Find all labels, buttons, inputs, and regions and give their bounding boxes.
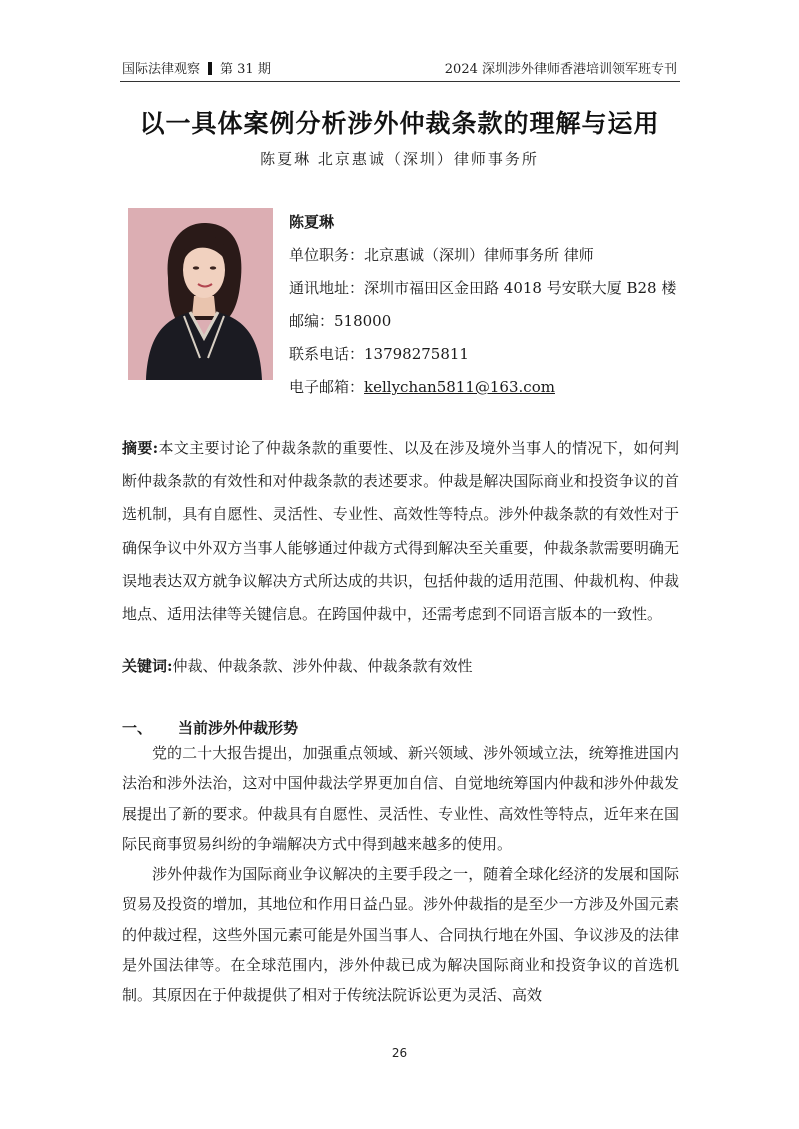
section-title: 当前涉外仲裁形势 (178, 719, 299, 737)
article-byline: 陈夏琳 北京惠诚（深圳）律师事务所 (260, 150, 539, 168)
section-number: 一、 (122, 719, 153, 737)
journal-name: 国际法律观察 (122, 62, 201, 77)
body-text (122, 738, 679, 1011)
paragraph: 涉外仲裁作为国际商业争议解决的主要手段之一，随着全球化经济的发展和国际贸易及投资的增加，其地位和作用日益凸显。涉外仲裁指的是至少一方涉及外国元素的仲裁过程，这些外国元素可能是外国当事人、合同执行地在外国、争议涉及的法律是外国法律等。在全球范围内，涉外仲裁已成为解决国际商业和投资争议的首选机制。其原因在于仲裁提供了相对于传统法院诉讼更为灵活、高效 (122, 865, 679, 1005)
abstract (122, 432, 679, 631)
header-separator-bar (208, 62, 212, 75)
header-divider (120, 81, 680, 82)
page-number: 26 (391, 1046, 408, 1060)
author-photo (128, 208, 273, 380)
author-email-line (289, 371, 676, 404)
email-label: 电子邮箱： (289, 378, 365, 396)
issue-number: 第 31 期 (220, 62, 271, 77)
author-name: 陈夏琳 (289, 213, 335, 231)
special-issue-title: 2024 深圳涉外律师香港培训领军班专刊 (444, 62, 677, 77)
abstract-label: 摘要: (122, 439, 159, 457)
author-phone: 联系电话：13798275811 (289, 345, 469, 363)
author-info (289, 206, 676, 404)
keywords-label: 关键词: (122, 657, 173, 675)
email-link[interactable]: kellychan5811@163.com (364, 378, 555, 396)
keywords (122, 655, 473, 677)
paragraph: 党的二十大报告提出，加强重点领域、新兴领域、涉外领域立法，统筹推进国内法治和涉外法治，这对中国仲裁法学界更加自信、自觉地统筹国内仲裁和涉外仲裁发展提出了新的要求。仲裁具有自愿性、灵活性、专业性、高效性等特点，近年来在国际民商事贸易纠纷的争端解决方式中得到越来越多的使用。 (122, 744, 679, 853)
abstract-text: 本文主要讨论了仲裁条款的重要性、以及在涉及境外当事人的情况下，如何判断仲裁条款的有效性和对仲裁条款的表述要求。仲裁是解决国际商业和投资争议的首选机制，具有自愿性、灵活性、专业性、高效性等特点。涉外仲裁条款的有效性对于确保争议中外双方当事人能够通过仲裁方式得到解决至关重要，仲裁条款需要明确无误地表达双方就争议解决方式所达成的共识，包括仲裁的适用范围、仲裁机构、仲裁地点、适用法律等关键信息。在跨国仲裁中，还需考虑到不同语言版本的一致性。 (122, 439, 679, 624)
author-postcode: 邮编：518000 (289, 312, 392, 330)
author-position: 单位职务：北京惠诚（深圳）律师事务所 律师 (289, 246, 594, 264)
author-address: 通讯地址：深圳市福田区金田路 4018 号安联大厦 B28 楼 (289, 279, 677, 297)
keywords-text: 仲裁、仲裁条款、涉外仲裁、仲裁条款有效性 (172, 657, 473, 675)
header-journal-info (122, 58, 271, 77)
section-heading (122, 717, 298, 738)
article-title: 以一具体案例分析涉外仲裁条款的理解与运用 (139, 109, 660, 138)
